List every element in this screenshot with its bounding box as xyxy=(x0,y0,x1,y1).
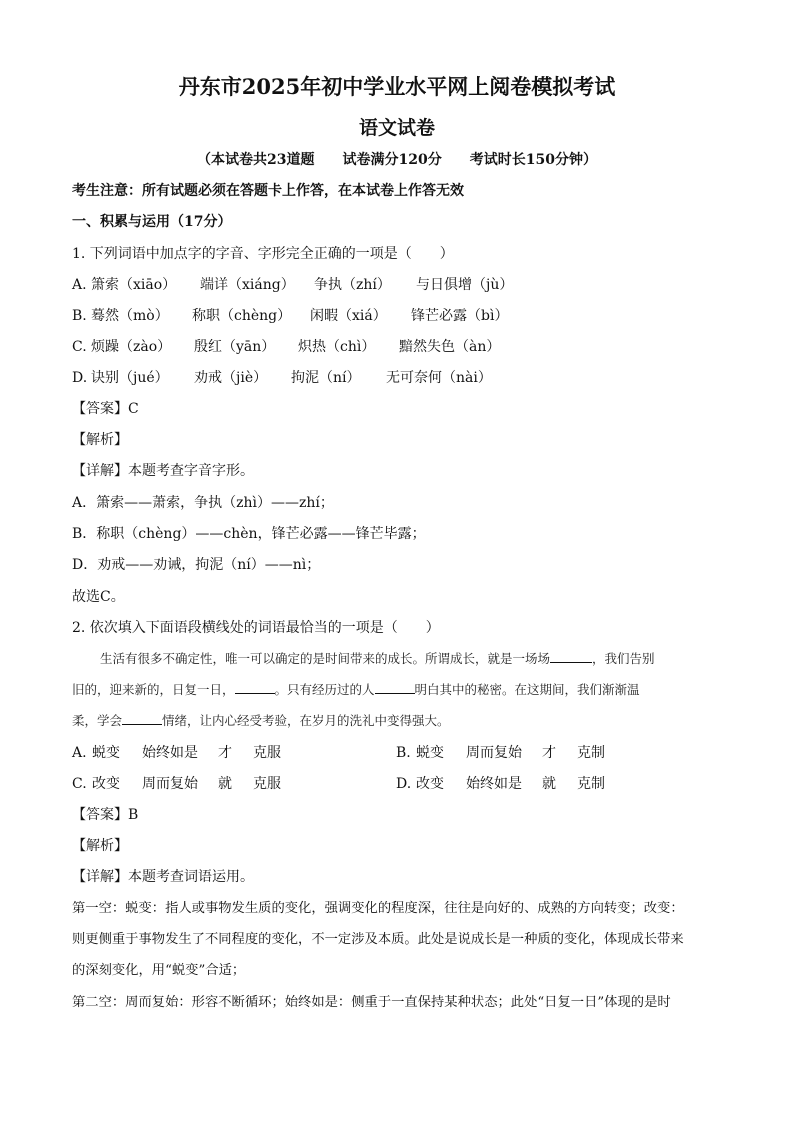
option-item: 诀别（jué） xyxy=(91,370,169,386)
option-item: 才 xyxy=(218,745,232,761)
exam-info: （本试卷共23道题 试卷满分120分 考试时长150分钟） xyxy=(197,152,597,168)
option-item: 就 xyxy=(218,776,232,792)
option-label: D. xyxy=(72,370,88,386)
option-label: B. xyxy=(72,308,87,324)
exam-notice: 考生注意：所有试题必须在答题卡上作答，在本试卷上作答无效 xyxy=(72,183,464,199)
exam-subtitle: 语文试卷 xyxy=(358,117,435,139)
analysis-line: 第二空：周而复始：形容不断循环；始终如是：侧重于一直保持某种状态；此处“日复一日”体现的是时 xyxy=(72,995,671,1010)
option-item: 争执（zhí） xyxy=(314,277,391,293)
section-title: 一、积累与运用（17分） xyxy=(72,214,232,230)
exam-title: 丹东市2025年初中学业水平网上阅卷模拟考试 xyxy=(178,74,616,99)
option-item: 才 xyxy=(542,745,556,761)
option-item: 蓦然（mò） xyxy=(91,308,169,324)
fill-blank-4 xyxy=(122,723,162,725)
option-item: 蜕变 xyxy=(92,745,120,761)
option-item: 改变 xyxy=(416,776,444,792)
analysis-line: 的深刻变化，用“蜕变”合适； xyxy=(72,963,246,978)
option-item: 克制 xyxy=(577,776,605,792)
option-item: 始终如是 xyxy=(466,776,522,792)
fill-blank-1 xyxy=(550,661,592,663)
question-2-answer: 【答案】B xyxy=(72,807,139,823)
question-2-stem: 2. 依次填入下面语段横线处的词语最恰当的一项是（ ） xyxy=(72,620,440,636)
passage-line: 柔，学会 情绪，让内心经受考验，在岁月的洗礼中变得强大。 xyxy=(72,713,450,728)
question-1-detail: 【详解】本题考查字音字形。 xyxy=(72,463,254,479)
option-item: 克服 xyxy=(253,745,281,761)
fill-blank-3 xyxy=(375,692,415,694)
option-item: 烦躁（zào） xyxy=(91,339,172,355)
option-item: 箫索（xiāo） xyxy=(91,277,177,293)
analysis-line: 故选C。 xyxy=(72,589,125,605)
option-item: 克服 xyxy=(253,776,281,792)
option-item: 拘泥（ní） xyxy=(291,370,361,386)
question-1-answer: 【答案】C xyxy=(72,401,139,417)
analysis-line: D．劝戒——劝诫，拘泥（ní）——nì； xyxy=(72,557,321,573)
analysis-line: 第一空：蜕变：指人或事物发生质的变化，强调变化的程度深，往往是向好的、成熟的方向转变；改变： xyxy=(72,901,684,916)
option-item: 无可奈何（nài） xyxy=(386,370,492,386)
option-item: 与日俱增（jù） xyxy=(416,277,514,293)
option-label: A. xyxy=(72,277,87,293)
passage-line: 旧的，迎来新的，日复一日， 。只有经历过的人 明白其中的秘密。在这期间，我们渐渐温 xyxy=(72,682,640,697)
option-item: 炽热（chì） xyxy=(298,339,376,355)
option-item: 蜕变 xyxy=(416,745,444,761)
option-label: C. xyxy=(72,776,87,792)
question-1-stem: 1. 下列词语中加点字的字音、字形完全正确的一项是（ ） xyxy=(72,246,454,262)
option-item: 就 xyxy=(542,776,556,792)
option-item: 端详（xiáng） xyxy=(200,277,295,293)
option-item: 劝戒（jiè） xyxy=(194,370,268,386)
option-item: 锋芒必露（bì） xyxy=(411,308,509,324)
option-label: A. xyxy=(72,745,87,761)
question-1-analysis: 【解析】 xyxy=(72,432,128,448)
analysis-line: 则更侧重于事物发生了不同程度的变化，不一定涉及本质。此处是说成长是一种质的变化，体现成长带来 xyxy=(72,932,684,947)
option-item: 克制 xyxy=(577,745,605,761)
option-item: 周而复始 xyxy=(142,776,198,792)
option-item: 殷红（yān） xyxy=(194,339,276,355)
option-item: 周而复始 xyxy=(466,745,522,761)
fill-blank-2 xyxy=(235,692,275,694)
option-label: B. xyxy=(396,745,411,761)
option-item: 改变 xyxy=(92,776,120,792)
option-item: 黯然失色（àn） xyxy=(399,339,501,355)
analysis-line: A．箫索——萧索，争执（zhì）——zhí； xyxy=(72,495,334,511)
analysis-line: B．称职（chèng）——chèn，锋芒必露——锋芒毕露； xyxy=(72,526,426,542)
option-item: 始终如是 xyxy=(142,745,198,761)
passage-line: 生活有很多不确定性，唯一可以确定的是时间带来的成长。所谓成长，就是一场场 ，我们告别 xyxy=(100,651,655,666)
question-2-analysis: 【解析】 xyxy=(72,838,128,854)
question-2-detail: 【详解】本题考查词语运用。 xyxy=(72,869,254,885)
option-label: C. xyxy=(72,339,87,355)
option-item: 闲暇（xiá） xyxy=(310,308,387,324)
option-item: 称职（chèng） xyxy=(192,308,292,324)
option-label: D. xyxy=(396,776,412,792)
